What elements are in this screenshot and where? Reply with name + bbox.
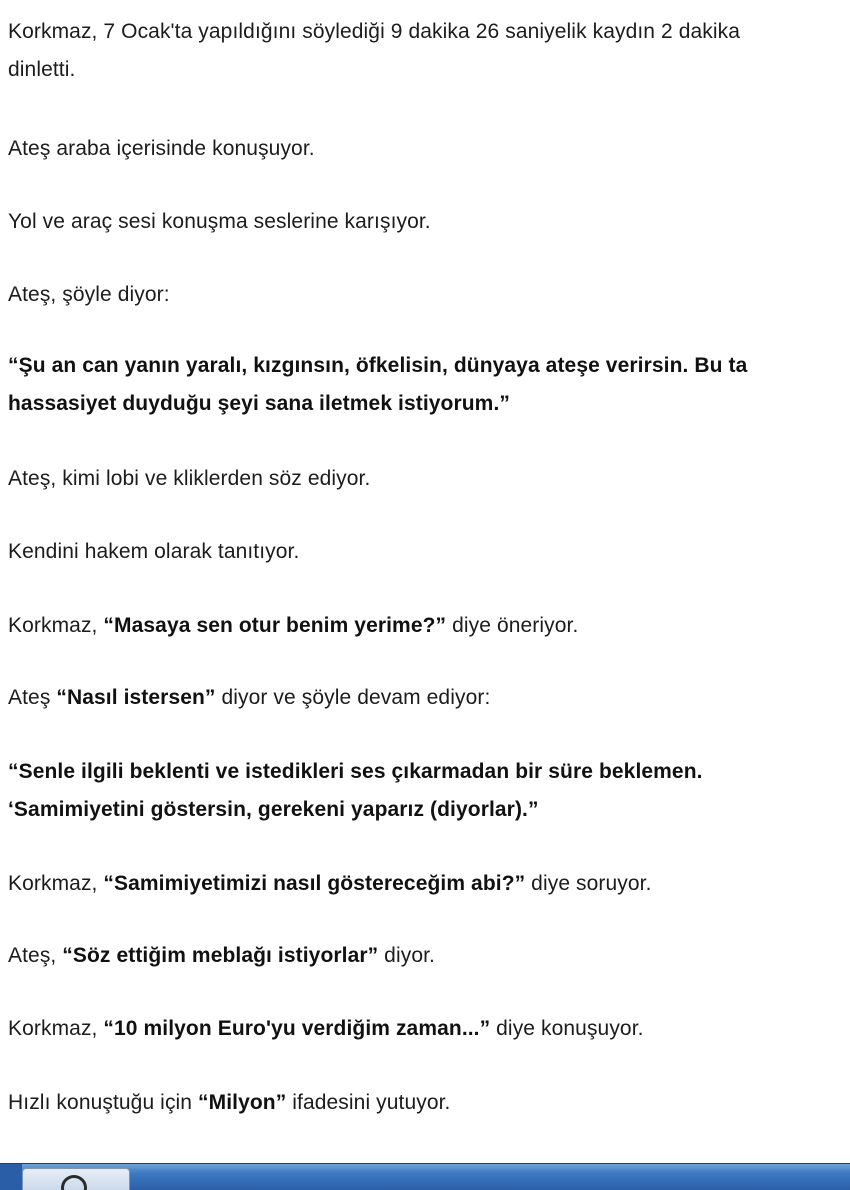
paragraph-11-quote: “Samimiyetimizi nasıl göstereceğim abi?” [103, 872, 526, 895]
windows-start-orb-icon [61, 1175, 87, 1190]
taskbar [0, 1163, 850, 1190]
paragraph-1-line-2: dinletti. [8, 58, 76, 81]
paragraph-11-tail: diye soruyor. [525, 872, 652, 895]
paragraph-12-lead: Ateş, [8, 944, 63, 967]
paragraph-4: Ateş, şöyle diyor: [8, 283, 170, 306]
quote-1-line-1: “Şu an can yanın yaralı, kızgınsın, öfkelisin, dünyaya ateşe verirsin. Bu ta [8, 354, 748, 377]
quote-2-line-2: ‘Samimiyetini göstersin, gerekeni yaparız (diyorlar).” [8, 798, 539, 821]
quote-2-line-1: “Senle ilgili beklenti ve istedikleri ses çıkarmadan bir süre beklemen. [8, 760, 703, 783]
paragraph-14 [8, 1084, 451, 1122]
paragraph-14-quote: “Milyon” [198, 1091, 287, 1114]
start-button[interactable] [22, 1168, 130, 1190]
paragraph-9 [8, 679, 490, 717]
paragraph-11 [8, 865, 652, 903]
paragraph-12-quote: “Söz ettiğim meblağı istiyorlar” [62, 944, 379, 967]
paragraph-12-tail: diyor. [378, 944, 435, 967]
paragraph-1 [8, 13, 740, 89]
paragraph-3: Yol ve araç sesi konuşma seslerine karışıyor. [8, 210, 431, 233]
quote-1 [8, 347, 747, 423]
paragraph-12 [8, 937, 435, 975]
paragraph-13 [8, 1010, 644, 1048]
paragraph-7: Kendini hakem olarak tanıtıyor. [8, 540, 300, 563]
paragraph-13-quote: “10 milyon Euro'yu verdiğim zaman...” [103, 1017, 491, 1040]
paragraph-13-tail: diye konuşuyor. [490, 1017, 644, 1040]
taskbar-edge [0, 1164, 22, 1190]
paragraph-9-quote: “Nasıl istersen” [56, 686, 216, 709]
paragraph-9-tail: diyor ve şöyle devam ediyor: [215, 686, 491, 709]
paragraph-8-quote: “Masaya sen otur benim yerime?” [103, 614, 447, 637]
paragraph-8-tail: diye öneriyor. [446, 614, 579, 637]
quote-1-line-2: hassasiyet duyduğu şeyi sana iletmek istiyorum.” [8, 392, 510, 415]
quote-2 [8, 753, 703, 829]
paragraph-1-line-1: Korkmaz, 7 Ocak'ta yapıldığını söylediği 9 dakika 26 saniyelik kaydın 2 dakika [8, 20, 741, 43]
paragraph-8-lead: Korkmaz, [8, 614, 104, 637]
paragraph-2: Ateş araba içerisinde konuşuyor. [8, 137, 315, 160]
paragraph-9-lead: Ateş [8, 686, 57, 709]
paragraph-8 [8, 607, 578, 645]
paragraph-14-lead: Hızlı konuştuğu için [8, 1091, 199, 1114]
paragraph-13-lead: Korkmaz, [8, 1017, 104, 1040]
paragraph-11-lead: Korkmaz, [8, 872, 104, 895]
paragraph-6: Ateş, kimi lobi ve kliklerden söz ediyor. [8, 467, 371, 490]
paragraph-14-tail: ifadesini yutuyor. [286, 1091, 451, 1114]
